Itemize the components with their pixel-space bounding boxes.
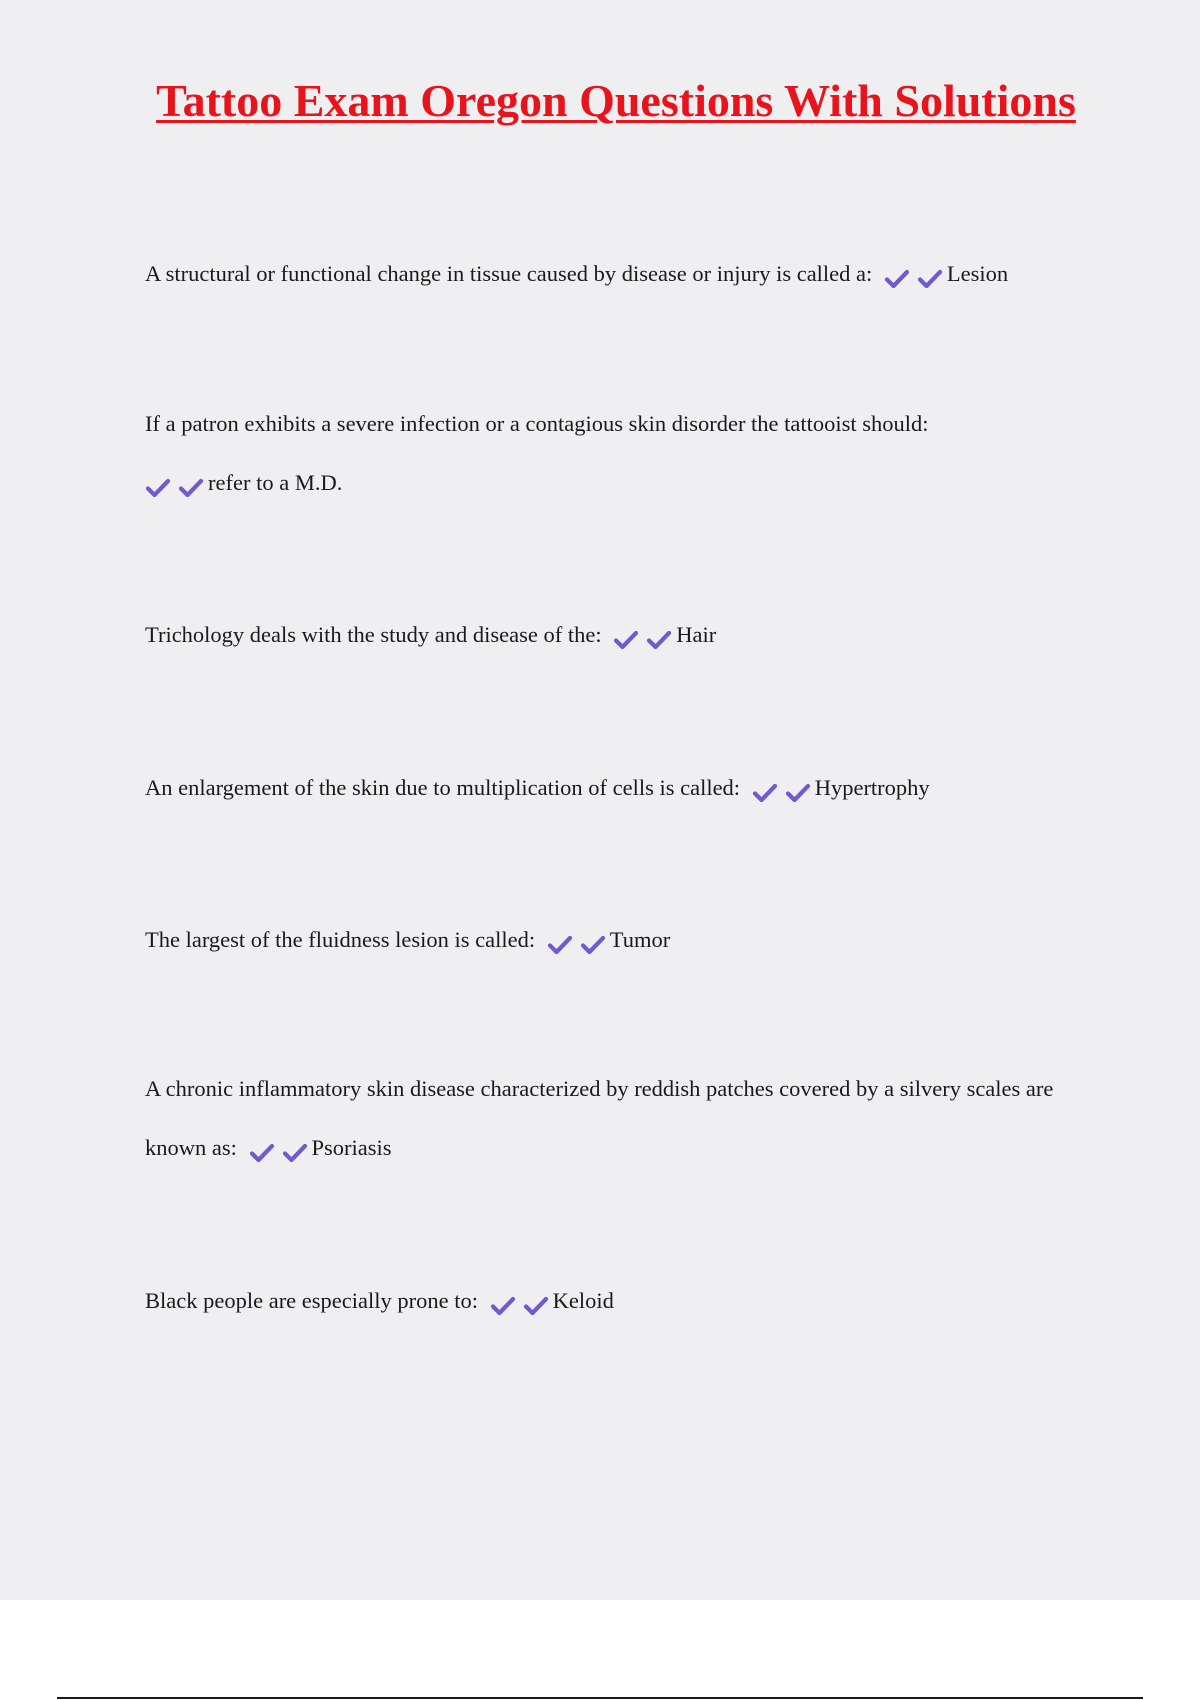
- check-icon: [490, 1295, 516, 1317]
- check-icon: [884, 268, 910, 290]
- check-icon: [523, 1295, 549, 1317]
- double-check-icon: [752, 761, 811, 820]
- check-icon: [178, 477, 204, 499]
- qa-item-2: [145, 394, 1105, 515]
- check-icon: [249, 1142, 275, 1164]
- check-icon: [580, 934, 606, 956]
- double-check-icon: [490, 1274, 549, 1333]
- qa-item-1: [145, 244, 1105, 306]
- answer-text: Tumor: [609, 927, 671, 952]
- answer-text: Hypertrophy: [814, 775, 930, 800]
- qa-item-5: [145, 910, 1105, 972]
- question-text: A structural or functional change in tissue caused by disease or injury is called a:: [145, 261, 873, 286]
- answer-text: Lesion: [946, 261, 1009, 286]
- check-icon: [282, 1142, 308, 1164]
- question-text: An enlargement of the skin due to multiplication of cells is called:: [145, 775, 741, 800]
- check-icon: [547, 934, 573, 956]
- qa-item-4: [145, 758, 1105, 820]
- question-text: Black people are especially prone to:: [145, 1288, 478, 1313]
- check-icon: [145, 477, 171, 499]
- check-icon: [646, 629, 672, 651]
- qa-item-7: [145, 1271, 1105, 1333]
- check-icon: [613, 629, 639, 651]
- answer-text: refer to a M.D.: [208, 470, 343, 495]
- check-icon: [917, 268, 943, 290]
- check-icon: [785, 782, 811, 804]
- double-check-icon: [145, 456, 204, 515]
- question-text: The largest of the fluidness lesion is called:: [145, 927, 536, 952]
- question-text: Trichology deals with the study and disease of the:: [145, 622, 602, 647]
- footer-divider: [57, 1697, 1143, 1699]
- answer-text: Psoriasis: [311, 1135, 392, 1160]
- qa-item-6: [145, 1059, 1105, 1180]
- answer-text: Keloid: [552, 1288, 614, 1313]
- double-check-icon: [249, 1121, 308, 1180]
- answer-text: Hair: [676, 622, 717, 647]
- double-check-icon: [884, 247, 943, 306]
- double-check-icon: [547, 913, 606, 972]
- question-text: If a patron exhibits a severe infection or a contagious skin disorder the tattooist should:: [145, 411, 929, 436]
- question-text: A chronic inflammatory skin disease characterized by reddish patches covered by a silvery scales are known as:: [145, 1076, 1054, 1160]
- document-title: Tattoo Exam Oregon Questions With Solutions: [156, 75, 1076, 126]
- check-icon: [752, 782, 778, 804]
- double-check-icon: [613, 608, 672, 667]
- qa-item-3: [145, 605, 1105, 667]
